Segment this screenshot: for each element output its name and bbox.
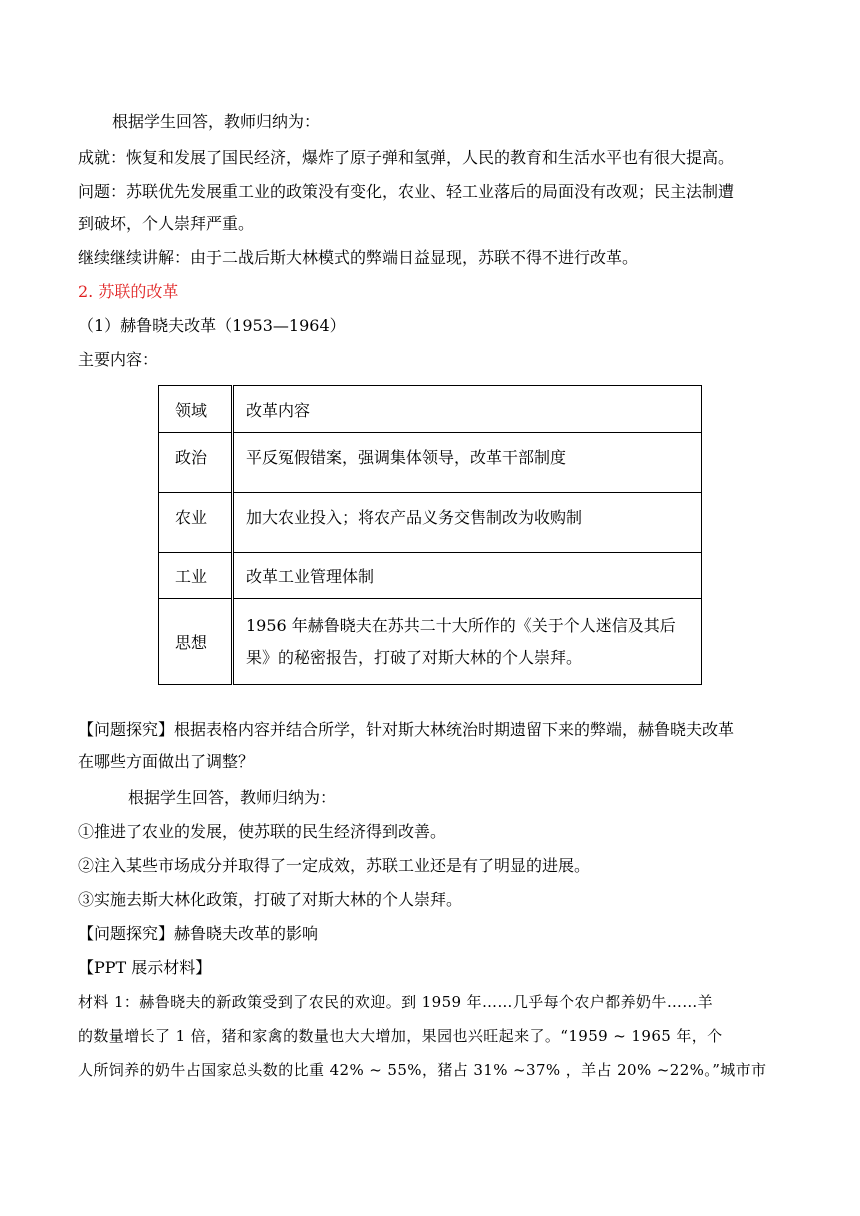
table-row — [159, 493, 702, 553]
table-cell-field: 农业 — [159, 493, 233, 553]
main-content-label: 主要内容： — [78, 350, 159, 369]
table-row — [159, 553, 702, 599]
table-header-field: 领域 — [159, 386, 233, 433]
table-cell-field: 工业 — [159, 553, 233, 599]
inquiry-summary-lead: 根据学生回答，教师归纳为： — [128, 788, 337, 807]
summary-lead: 根据学生回答，教师归纳为： — [112, 112, 321, 131]
inquiry-line-1: 【问题探究】根据表格内容并结合所学，针对斯大林统治时期遗留下来的弊端，赫鲁晓夫改革 — [78, 720, 735, 739]
inquiry-point-3: ③实施去斯大林化政策，打破了对斯大林的个人崇拜。 — [78, 890, 463, 909]
table-row — [159, 599, 702, 685]
inquiry-point-1: ①推进了农业的发展，使苏联的民生经济得到改善。 — [78, 822, 447, 841]
table-cell-field: 思想 — [159, 599, 233, 685]
problem-text-line-2: 到破坏，个人崇拜严重。 — [78, 214, 255, 233]
table-header-content: 改革内容 — [233, 386, 702, 433]
inquiry-line-2: 在哪些方面做出了调整？ — [78, 752, 255, 771]
table-cell-content — [233, 599, 702, 685]
table-cell-content-line-1: 1956 年赫鲁晓夫在苏共二十大所作的《关于个人迷信及其后 — [246, 615, 676, 635]
problem-text-line-1: 问题：苏联优先发展重工业的政策没有变化，农业、轻工业落后的局面没有改观；民主法制遭 — [78, 182, 735, 201]
material-line-2: 的数量增长了 1 倍，猪和家禽的数量也大大增加，果园也兴旺起来了。“1959 ~ 1965 年，个 — [78, 1027, 723, 1045]
sub-heading: （1）赫鲁晓夫改革（1953—1964） — [78, 316, 346, 335]
table-cell-field: 政治 — [159, 433, 233, 493]
section-heading: 2. 苏联的改革 — [78, 282, 179, 301]
table-cell-content: 加大农业投入；将农产品义务交售制改为收购制 — [233, 493, 702, 553]
achievement-text: 成就：恢复和发展了国民经济，爆炸了原子弹和氢弹，人民的教育和生活水平也有很大提高。 — [78, 148, 735, 167]
material-line-3: 人所饲养的奶牛占国家总头数的比重 42% ~ 55%，猪占 31% ~37% ，羊占 20% ~22%。”城市市 — [78, 1061, 767, 1079]
table-header-row — [159, 386, 702, 433]
table-row — [159, 433, 702, 493]
inquiry2-title: 【问题探究】赫鲁晓夫改革的影响 — [78, 924, 319, 943]
table-cell-content: 平反冤假错案，强调集体领导，改革干部制度 — [233, 433, 702, 493]
continue-text: 继续继续讲解：由于二战后斯大林模式的弊端日益显现，苏联不得不进行改革。 — [78, 248, 639, 267]
material-line-1: 材料 1：赫鲁晓夫的新政策受到了农民的欢迎。到 1959 年……几乎每个农户都养奶牛……羊 — [78, 993, 714, 1011]
table-cell-content: 改革工业管理体制 — [233, 553, 702, 599]
inquiry-point-2: ②注入某些市场成分并取得了一定成效，苏联工业还是有了明显的进展。 — [78, 856, 591, 875]
ppt-label: 【PPT 展示材料】 — [78, 958, 212, 977]
reform-table — [158, 385, 702, 685]
table-cell-content-line-2: 果》的秘密报告，打破了对斯大林的个人崇拜。 — [246, 647, 583, 667]
